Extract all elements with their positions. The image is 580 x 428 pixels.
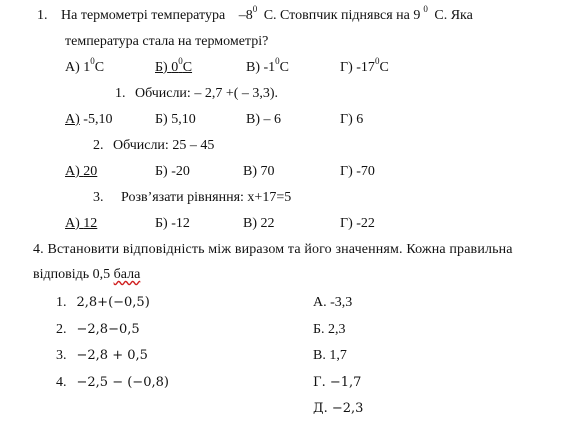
- q2-option-a: А) -5,10: [65, 112, 113, 127]
- task4-expression-4: 4. −2,5 − (−0,8): [56, 375, 169, 390]
- q4-option-b: Б) -12: [155, 216, 190, 231]
- q1-option-c: В) $-1^0С$: [246, 56, 290, 75]
- q1-text-c: С. Яка: [434, 8, 473, 23]
- q4-number: 3.: [93, 190, 104, 205]
- q3-line: [93, 137, 214, 155]
- q3-option-b: Б) -20: [155, 164, 190, 179]
- q1-option-a: А) $1^0С$: [65, 56, 105, 75]
- q2-text: Обчисли: – 2,7 +( – 3,3).: [135, 86, 279, 101]
- q4-option-a: А) 12: [65, 216, 98, 231]
- task4-expression-2: 2. −2,8−0,5: [56, 322, 140, 337]
- q2-option-d: Г) 6: [340, 112, 364, 127]
- q1-number: 1.: [37, 8, 48, 23]
- q1-temp-before-sup: 0: [252, 4, 258, 15]
- q2-number: 1.: [115, 86, 126, 101]
- task4-expression-3: 3. −2,8 + 0,5: [56, 348, 148, 363]
- q4-option-d: Г) -22: [340, 216, 375, 231]
- task4-value-e: Д. −2,3: [313, 401, 364, 416]
- q1-option-d: Г) $-17^0С$: [340, 56, 389, 75]
- task4-expression-1: 1. 2,8+(−0,5): [56, 295, 150, 310]
- q3-option-a: А) 20: [65, 164, 98, 179]
- q1-text-b: С. Стовпчик піднявся на 9: [263, 8, 421, 23]
- task4-heading-line2: відповідь 0,5 бала: [33, 267, 141, 282]
- q1-text-a: На термометрі температура: [61, 8, 226, 23]
- q3-option-c: В) 70: [243, 164, 275, 179]
- q2-line: [115, 85, 278, 103]
- q3-number: 2.: [93, 138, 104, 153]
- task4-value-d: Г. −1,7: [313, 375, 362, 390]
- task4-value-a: А. -3,3: [313, 295, 353, 310]
- q1-line2: температура стала на термометрі?: [65, 34, 269, 49]
- q4-line: [93, 189, 291, 207]
- q4-option-c: В) 22: [243, 216, 275, 231]
- q1-option-b: Б) $0^0С$: [155, 56, 193, 75]
- task4-value-c: В. 1,7: [313, 348, 347, 363]
- task4-heading-line1: 4. Встановити відповідність між виразом та його значенням. Кожна правильна: [33, 242, 513, 257]
- bala-word: бала: [113, 267, 141, 282]
- q1-temp-before: –8: [238, 8, 253, 23]
- q2-option-b: Б) 5,10: [155, 112, 196, 127]
- q4-text: Розв’язати рівняння: х+17=5: [121, 190, 292, 205]
- q3-text: Обчисли: 25 – 45: [113, 138, 215, 153]
- q1-rise-sup: 0: [423, 4, 428, 15]
- q3-option-d: Г) -70: [340, 164, 375, 179]
- q2-option-c: В) – 6: [246, 112, 281, 127]
- task4-value-b: Б. 2,3: [313, 322, 346, 337]
- q1-line1: [37, 4, 473, 25]
